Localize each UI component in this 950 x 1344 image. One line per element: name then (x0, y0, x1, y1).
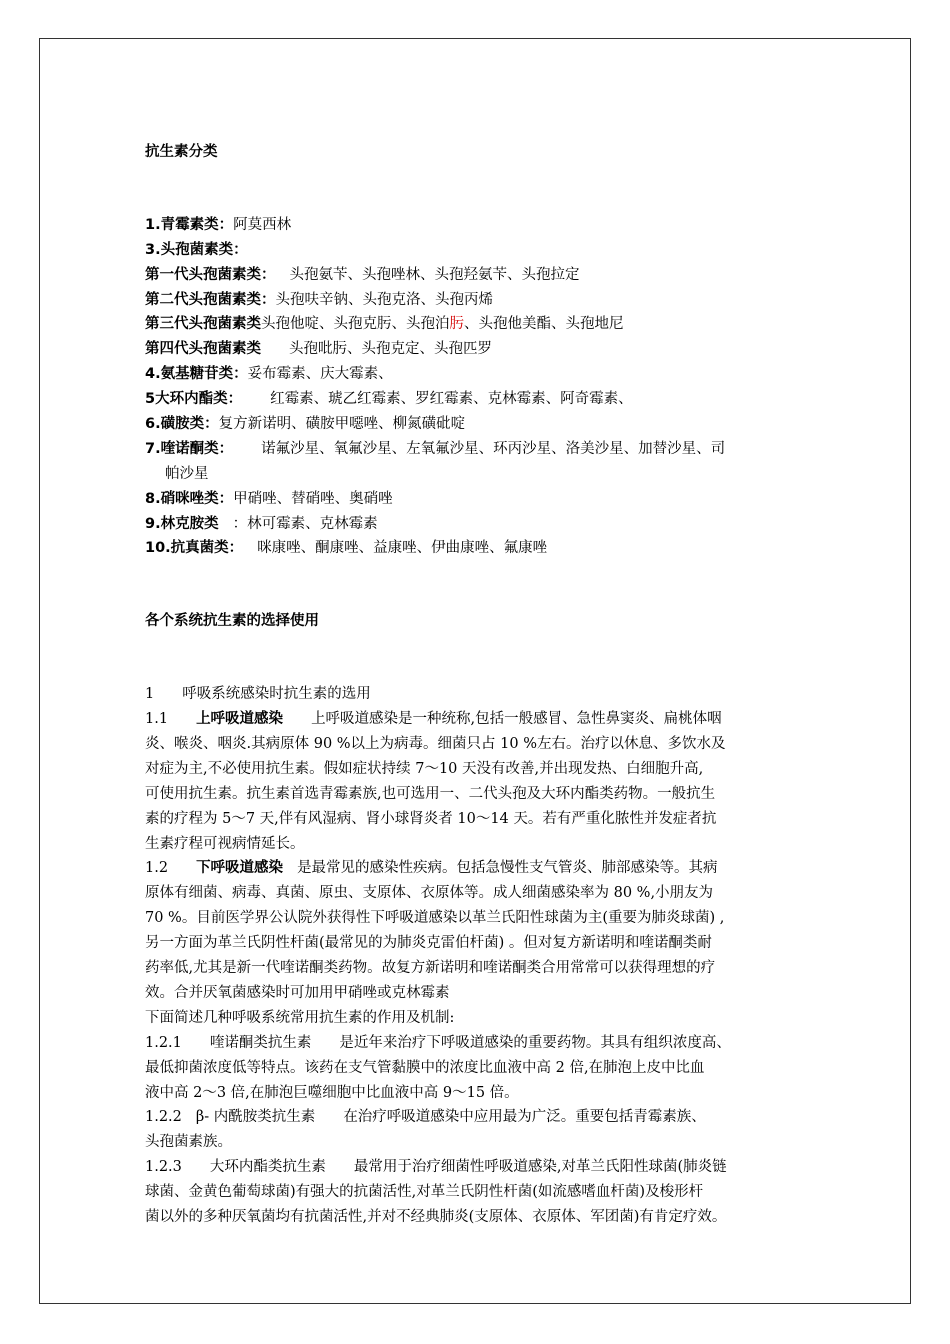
class-aminoglycoside: 4.氨基糖苷类：妥布霉素、庆大霉素、 (145, 366, 393, 383)
paragraph-line: 另一方面为革兰氏阴性杆菌(最常见的为肺炎克雷伯杆菌) 。但对复方新诺明和喹诺酮类耐 (145, 935, 712, 952)
section-title-systems: 各个系统抗生素的选择使用 (145, 613, 319, 630)
class-nitroimidazole: 8.硝咪唑类：甲硝唑、替硝唑、奥硝唑 (145, 490, 393, 507)
class-gen3: 第三代头孢菌素类头孢他啶、头孢克肟、头孢泊肟、头孢他美酯、头孢地尼 (145, 316, 624, 333)
paragraph-line: 可使用抗生素。抗生素首选青霉素族,也可选用一、二代头孢及大环内酯类药物。一般抗生 (145, 785, 716, 802)
paragraph-line: 药率低,尤其是新一代喹诺酮类药物。故复方新诺明和喹诺酮类合用常常可以获得理想的疗 (145, 960, 716, 977)
paragraph-line: 对症为主,不必使用抗生素。假如症状持续 7～10 天没有改善,并出现发热、白细胞升高, (145, 760, 704, 777)
paragraph-line: 最低抑菌浓度低等特点。该药在支气管黏膜中的浓度比血液中高 2 倍,在肺泡上皮中比血 (145, 1059, 705, 1076)
section-1-2-1-line: 1.2.1 喹诺酮类抗生素 是近年来治疗下呼吸道感染的重要药物。其具有组织浓度高、 (145, 1034, 731, 1051)
section-title-classification: 抗生素分类 (145, 144, 218, 160)
paragraph-line: 球菌、金黄色葡萄球菌)有强大的抗菌活性,对革兰氏阴性杆菌(如流感嗜血杆菌)及梭形杆 (145, 1184, 704, 1201)
class-quinolone: 7.喹诺酮类： 诺氟沙星、氧氟沙星、左氧氟沙星、环丙沙星、洛美沙星、加替沙星、司 (145, 440, 726, 457)
paragraph-line: 头孢菌素族。 (145, 1134, 232, 1151)
paragraph-line: 70 %。目前医学界公认院外获得性下呼吸道感染以革兰氏阳性球菌为主(重要为肺炎球菌) , (145, 910, 725, 927)
paragraph-line: 素的疗程为 5～7 天,伴有风湿病、肾小球肾炎者 10～14 天。若有严重化脓性并发症者抗 (145, 810, 717, 827)
paragraph-line: 液中高 2～3 倍,在肺泡巨噬细胞中比血液中高 9～15 倍。 (145, 1084, 519, 1101)
paragraph-line: 原体有细菌、病毒、真菌、原虫、支原体、衣原体等。成人细菌感染率为 80 %,小朋友为 (145, 885, 714, 902)
class-sulfonamide: 6.磺胺类：复方新诺明、磺胺甲噁唑、柳氮磺砒啶 (145, 416, 466, 433)
paragraph-line: 下面简述几种呼吸系统常用抗生素的作用及机制: (145, 1009, 455, 1026)
paragraph-line: 炎、喉炎、咽炎.其病原体 90 %以上为病毒。细菌只占 10 %左右。治疗以休息、多饮水及 (145, 736, 726, 753)
paragraph-line: 菌以外的多种厌氧菌均有抗菌活性,并对不经典肺炎(支原体、衣原体、军团菌)有肯定疗效。 (145, 1208, 727, 1225)
highlighted-char: 肟 (449, 316, 464, 333)
section-1-heading: 1 呼吸系统感染时抗生素的选用 (145, 686, 371, 703)
paragraph-line: 生素疗程可视病情延长。 (145, 835, 305, 852)
class-macrolide: 5大环内酯类： 红霉素、琥乙红霉素、罗红霉素、克林霉素、阿奇霉素、 (145, 391, 633, 408)
document-body (145, 140, 825, 1230)
section-1-2-3-line: 1.2.3 大环内酯类抗生素 最常用于治疗细菌性呼吸道感染,对革兰氏阳性球菌(肺炎链 (145, 1159, 727, 1176)
class-quinolone-cont: 帕沙星 (165, 465, 209, 482)
section-1-2-line: 1.2 下呼吸道感染 是最常见的感染性疾病。包括急慢性支气管炎、肺部感染等。其病 (145, 860, 718, 877)
paragraph-line: 效。合并厌氧菌感染时可加用甲硝唑或克林霉素 (145, 984, 450, 1001)
class-gen2: 第二代头孢菌素类：头孢呋辛钠、头孢克洛、头孢丙烯 (145, 291, 493, 308)
class-lincosamide: 9.林克胺类 ：林可霉素、克林霉素 (145, 515, 378, 532)
class-antifungal: 10.抗真菌类： 咪康唑、酮康唑、益康唑、伊曲康唑、氟康唑 (145, 540, 548, 557)
class-cephalosporin: 3.头孢菌素类： (145, 241, 248, 258)
class-gen1: 第一代头孢菌素类： 头孢氨苄、头孢唑林、头孢羟氨苄、头孢拉定 (145, 266, 580, 283)
class-penicillin: 1.青霉素类：阿莫西林 (145, 216, 292, 233)
section-1-2-2-line: 1.2.2 β- 内酰胺类抗生素 在治疗呼吸道感染中应用最为广泛。重要包括青霉素族、 (145, 1109, 706, 1126)
section-1-1-line: 1.1 上呼吸道感染 上呼吸道感染是一种统称,包括一般感冒、急性鼻窦炎、扁桃体咽 (145, 711, 722, 728)
class-gen4: 第四代头孢菌素类 头孢吡肟、头孢克定、头孢匹罗 (145, 341, 492, 358)
